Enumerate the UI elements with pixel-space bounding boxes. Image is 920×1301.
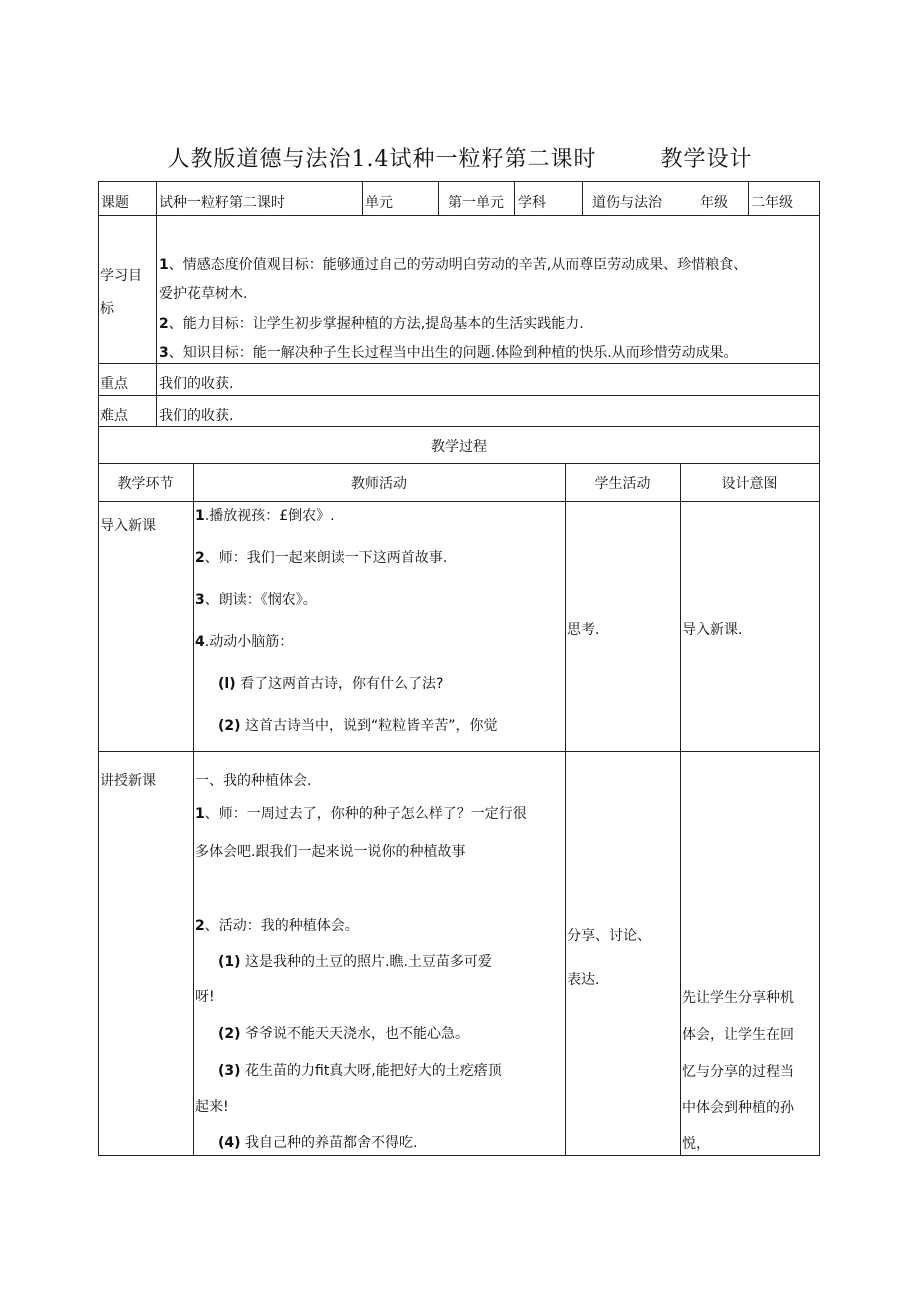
table-border — [98, 363, 820, 364]
teacher-line: (4) 我自己种的养苗都舍不得吃. — [218, 1135, 418, 1151]
unit-label: 单元 — [365, 195, 393, 211]
design-intent: 导入新课. — [682, 622, 743, 638]
teacher-line: 起来! — [195, 1099, 229, 1115]
goal-line: 3、知识目标：能一解决种子生长过程当中出生的问题.体险到种植的快乐.从而珍惜劳动成果。 — [159, 345, 738, 361]
teacher-line: (l) 看了这两首古诗，你有什么了法? — [218, 676, 444, 692]
teacher-line: (2) 爷爷说不能天天浇水，也不能心急。 — [218, 1026, 469, 1042]
document-title: 人教版道德与法治1.4试种一粒籽第二课时 教学设计 — [167, 147, 753, 172]
subject-label: 学科 — [518, 195, 546, 211]
design-intent-line: 悦， — [682, 1136, 710, 1152]
student-activity: 思考. — [567, 622, 600, 638]
teacher-line: 2、活动：我的种植体会。 — [195, 918, 359, 934]
table-border — [98, 181, 99, 1156]
key-point-value: 我们的收获. — [159, 376, 234, 392]
goal-line: 1、情感态度价值观目标：能够通过自己的劳动明白劳动的辛苦,从而尊臣劳动成果、珍惜粮食、 — [159, 257, 748, 273]
table-border — [438, 181, 439, 215]
table-border — [98, 215, 820, 216]
table-border — [819, 181, 820, 1156]
difficulty-value: 我们的收获. — [159, 408, 234, 424]
lesson-plan-table — [98, 181, 820, 1156]
section-name: 讲授新课 — [100, 773, 156, 789]
goals-label-line2: 标 — [100, 301, 114, 317]
table-border — [98, 463, 820, 464]
table-border — [98, 181, 820, 182]
table-border — [565, 463, 566, 1156]
grade-label: 年级 — [700, 195, 728, 211]
table-border — [514, 181, 515, 215]
subject-value: 道伤与法治 — [592, 195, 662, 211]
process-title: 教学过程 — [431, 439, 487, 455]
table-border — [98, 751, 820, 752]
table-border — [98, 501, 820, 502]
teacher-line: 1.播放视孩：£倒农》. — [195, 508, 335, 524]
design-intent-line: 体会，让学生在回 — [682, 1027, 794, 1043]
goal-line: 爱护花草树木. — [159, 286, 248, 302]
unit-value: 第一单元 — [448, 195, 504, 211]
key-point-label: 重点 — [100, 376, 128, 392]
table-border — [582, 181, 583, 215]
header-stage: 教学环节 — [117, 476, 174, 492]
table-border — [98, 395, 820, 396]
grade-value: 二年级 — [751, 195, 793, 211]
design-intent-line: 忆与分享的过程当 — [682, 1064, 794, 1080]
table-border — [748, 181, 749, 215]
teacher-line: (1) 这是我种的土豆的照片.瞧.土豆苗多可爱 — [218, 954, 492, 970]
table-border — [680, 463, 681, 1156]
table-border — [98, 1155, 820, 1156]
table-border — [193, 463, 194, 1156]
table-border — [156, 181, 157, 426]
teacher-line: (2) 这首古诗当中，说到“粒粒皆辛苦”，你觉 — [218, 718, 498, 734]
header-student: 学生活动 — [594, 476, 651, 492]
goals-label-line1: 学习目 — [100, 268, 142, 284]
teacher-line: 1、师：一周过去了，你种的种子怎么样了？一定行很 — [195, 806, 527, 822]
topic-label: 课题 — [101, 195, 129, 211]
teacher-line: 呀! — [195, 989, 215, 1005]
teacher-line: 3、朗读：《悯农》。 — [195, 592, 317, 608]
header-teacher: 教师活动 — [351, 476, 407, 492]
table-border — [362, 181, 363, 215]
difficulty-label: 难点 — [100, 408, 128, 424]
design-intent-line: 中体会到种植的孙 — [682, 1100, 794, 1116]
teacher-line: 2、师：我们一起来朗读一下这两首故事. — [195, 550, 448, 566]
student-activity-line: 分享、讨论、 — [567, 928, 651, 944]
teacher-line: (3) 花生苗的力fit真大呀,能把好大的土疙瘩顶 — [218, 1063, 502, 1079]
teacher-line: 一、我的种植体会. — [195, 773, 312, 789]
design-intent-line: 先让学生分享种机 — [682, 990, 794, 1006]
goal-line: 2、能力目标：让学生初步掌握种植的方法,提岛基本的生活实践能力. — [159, 316, 584, 332]
teacher-line: 4.动动小脑筋： — [195, 634, 294, 650]
teacher-line: 多体会吧.跟我们一起来说一说你的种植故事 — [195, 844, 466, 860]
student-activity-line: 表达. — [567, 972, 600, 988]
table-border — [98, 426, 820, 427]
topic-value: 试种一粒籽第二课时 — [159, 195, 285, 211]
header-intent: 设计意图 — [721, 476, 778, 492]
section-name: 导入新课 — [100, 518, 156, 534]
